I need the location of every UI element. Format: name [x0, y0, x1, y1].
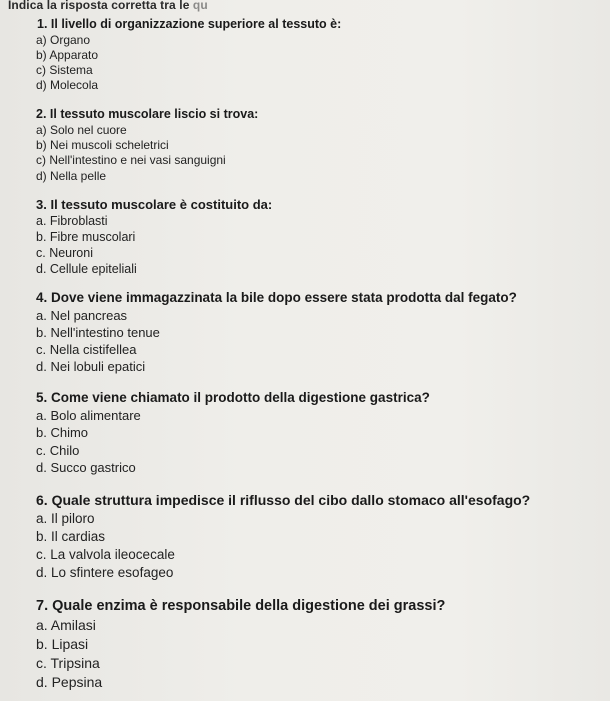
- question-7-option-b[interactable]: b. Lipasi: [36, 636, 89, 652]
- question-3-option-d[interactable]: d. Cellule epiteliali: [36, 262, 137, 276]
- question-1-option-b[interactable]: b) Apparato: [36, 48, 99, 62]
- question-5-option-b[interactable]: b. Chimo: [36, 425, 89, 440]
- instruction-text: Indica la risposta corretta tra le: [8, 0, 190, 12]
- question-1-option-a[interactable]: a) Organo: [36, 33, 91, 47]
- question-2-title: 2. Il tessuto muscolare liscio si trova:: [36, 107, 259, 121]
- question-6-title: 6. Quale struttura impedisce il riflusso del cibo dallo stomaco all'esofago?: [36, 492, 531, 508]
- instruction-cut-text: qu: [189, 0, 208, 12]
- question-6-option-c[interactable]: c. La valvola ileocecale: [36, 547, 175, 562]
- question-7-title: 7. Quale enzima è responsabile della digestione dei grassi?: [36, 598, 446, 614]
- question-3-option-c[interactable]: c. Neuroni: [36, 246, 93, 260]
- question-5-option-c[interactable]: c. Chilo: [36, 443, 80, 458]
- question-5-option-a[interactable]: a. Bolo alimentare: [36, 408, 141, 423]
- question-6-option-b[interactable]: b. Il cardias: [36, 529, 106, 544]
- question-3-title: 3. Il tessuto muscolare è costituito da:: [36, 197, 273, 212]
- question-5-option-d[interactable]: d. Succo gastrico: [36, 460, 136, 475]
- question-4-option-d[interactable]: d. Nei lobuli epatici: [36, 359, 146, 374]
- question-3-option-b[interactable]: b. Fibre muscolari: [36, 230, 136, 244]
- question-7-option-d[interactable]: d. Pepsina: [36, 674, 103, 690]
- question-1-option-d[interactable]: d) Molecola: [36, 78, 99, 92]
- instruction-header: [8, 0, 208, 12]
- question-3-option-a[interactable]: a. Fibroblasti: [36, 214, 108, 228]
- question-5-title: 5. Come viene chiamato il prodotto della digestione gastrica?: [36, 390, 430, 405]
- question-4-option-c[interactable]: c. Nella cistifellea: [36, 342, 137, 357]
- question-1-option-c[interactable]: c) Sistema: [36, 63, 93, 77]
- question-7-option-a[interactable]: a. Amilasi: [36, 617, 96, 633]
- question-2-option-c[interactable]: c) Nell'intestino e nei vasi sanguigni: [36, 153, 226, 167]
- question-4-option-a[interactable]: a. Nel pancreas: [36, 308, 128, 323]
- question-4-title: 4. Dove viene immagazzinata la bile dopo essere stata prodotta dal fegato?: [36, 290, 517, 305]
- question-4-option-b[interactable]: b. Nell'intestino tenue: [36, 325, 160, 340]
- question-2-option-a[interactable]: a) Solo nel cuore: [36, 123, 127, 137]
- question-6-option-a[interactable]: a. Il piloro: [36, 511, 95, 526]
- question-7-option-c[interactable]: c. Tripsina: [36, 655, 100, 671]
- question-6-option-d[interactable]: d. Lo sfintere esofageo: [36, 565, 174, 580]
- question-1-title: 1. Il livello di organizzazione superiore al tessuto è:: [37, 17, 342, 31]
- question-2-option-b[interactable]: b) Nei muscoli scheletrici: [36, 138, 169, 152]
- question-2-option-d[interactable]: d) Nella pelle: [36, 169, 107, 183]
